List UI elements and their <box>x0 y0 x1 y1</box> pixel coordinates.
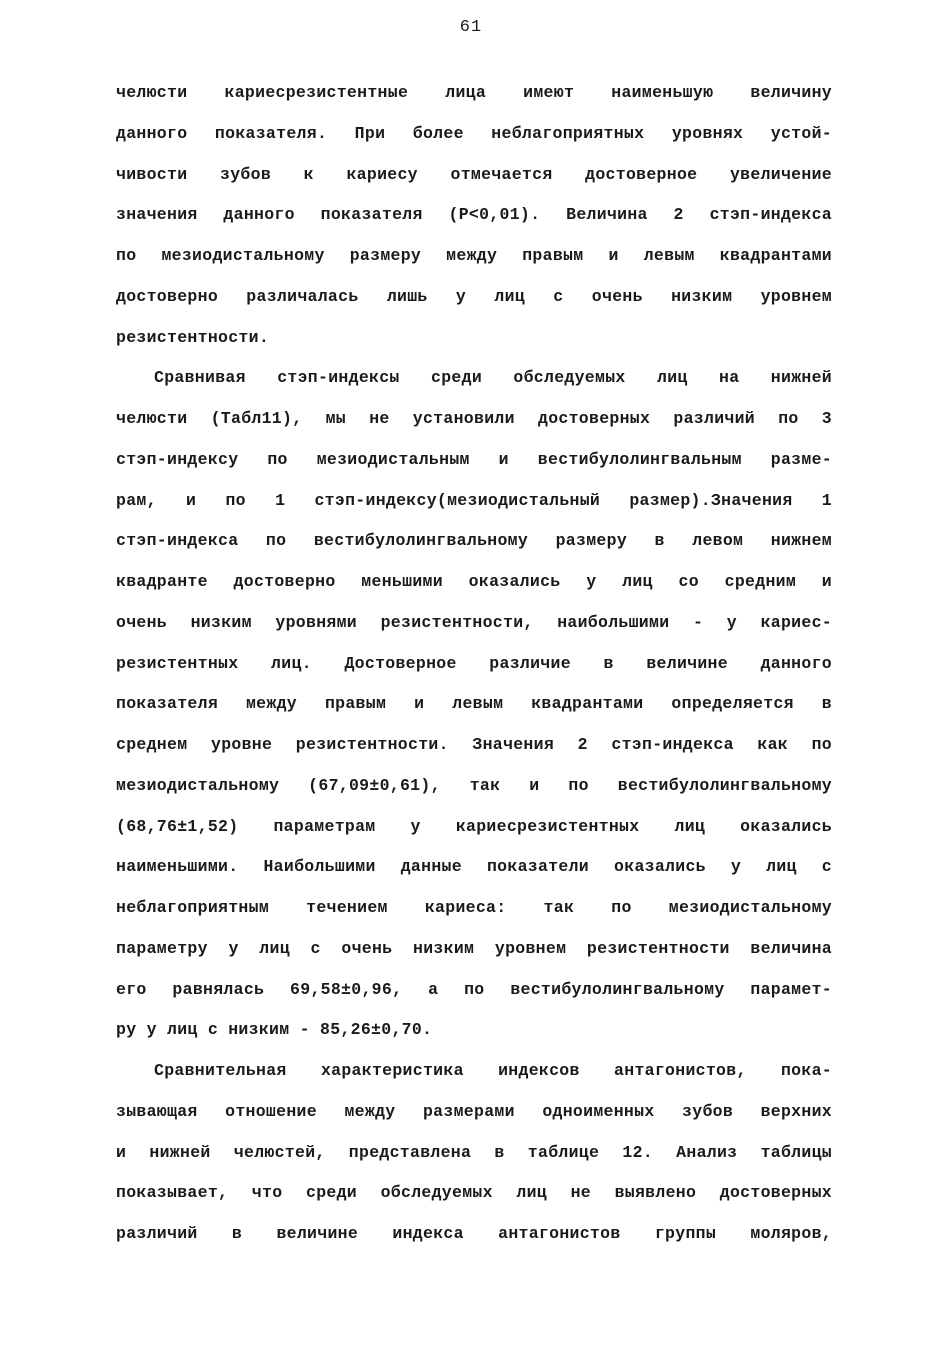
text-line: рам, и по 1 стэп-индексу(мезиодистальный размер).Значения 1 <box>116 490 832 510</box>
text-line: различий в величине индекса антагонистов группы моляров, <box>116 1224 832 1243</box>
text-line: достоверно различалась лишь у лиц с очень низким уровнем <box>116 286 832 306</box>
text-line: неблагоприятным течением кариеса: так по мезиодистальному <box>116 898 832 917</box>
text-line: по мезиодистальному размеру между правым и левым квадрантами <box>116 246 832 265</box>
text-line: данного показателя. При более неблагоприятных уровнях устой- <box>116 123 832 143</box>
text-line: квадранте достоверно меньшими оказались у лиц со средним и <box>116 572 832 591</box>
page-number: 61 <box>459 18 483 37</box>
text-line: параметру у лиц с очень низким уровнем резистентности величина <box>116 938 832 958</box>
text-line: очень низким уровнями резистентности, наибольшими - у кариес- <box>116 612 832 632</box>
body-text <box>116 80 832 1262</box>
text-line: показателя между правым и левым квадрантами определяется в <box>116 694 832 714</box>
text-line: чивости зубов к кариесу отмечается достоверное увеличение <box>116 164 832 184</box>
text-line: резистентности. <box>116 327 270 347</box>
text-line: ру у лиц с низким - 85,26±0,70. <box>116 1020 433 1040</box>
text-line: мезиодистальному (67,09±0,61), так и по вестибулолингвальному <box>116 775 832 795</box>
text-line: стэп-индексу по мезиодистальным и вестибулолингвальным разме- <box>116 449 832 469</box>
text-line: значения данного показателя (Р<0,01). Величина 2 стэп-индекса <box>116 205 832 225</box>
text-line: зывающая отношение между размерами одноименных зубов верхних <box>116 1101 832 1121</box>
text-line: его равнялась 69,58±0,96, а по вестибулолингвальному парамет- <box>116 979 832 999</box>
text-line: наименьшими. Наибольшими данные показатели оказались у лиц с <box>116 857 832 877</box>
text-line: стэп-индекса по вестибулолингвальному размеру в левом нижнем <box>116 531 832 551</box>
text-line: Сравнительная характеристика индексов антагонистов, пока- <box>154 1061 832 1080</box>
text-line: Сравнивая стэп-индексы среди обследуемых лиц на нижней <box>154 368 832 388</box>
text-line: среднем уровне резистентности. Значения 2 стэп-индекса как по <box>116 735 832 754</box>
text-line: показывает, что среди обследуемых лиц не выявлено достоверных <box>116 1183 832 1203</box>
text-line: и нижней челюстей, представлена в таблице 12. Анализ таблицы <box>116 1142 832 1162</box>
text-line: резистентных лиц. Достоверное различие в величине данного <box>116 653 832 673</box>
text-line: челюсти (Табл11), мы не установили достоверных различий по 3 <box>116 409 832 428</box>
text-line: челюсти кариесрезистентные лица имеют наименьшую величину <box>116 83 832 102</box>
text-line: (68,76±1,52) параметрам у кариесрезистентных лиц оказались <box>116 816 832 836</box>
